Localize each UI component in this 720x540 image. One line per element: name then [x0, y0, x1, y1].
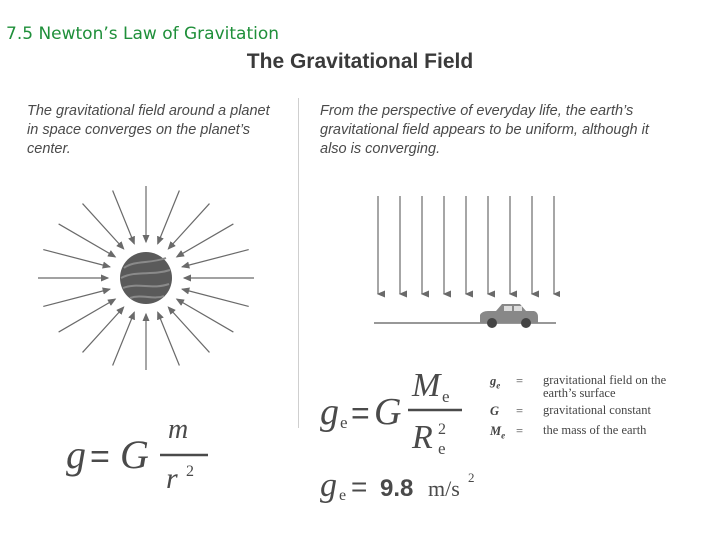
legend-equals: =	[516, 374, 524, 388]
legend-equals: =	[516, 404, 524, 418]
legend-symbol-sub: e	[496, 380, 501, 391]
formula-subscript: e	[339, 487, 347, 504]
field-arrow	[113, 312, 135, 365]
field-arrows	[378, 196, 554, 294]
field-arrow	[177, 224, 234, 257]
legend-row	[490, 404, 690, 424]
formula-G: G	[374, 391, 402, 433]
formula-denominator: R	[412, 419, 433, 456]
formula-numerator: M	[412, 367, 441, 404]
field-arrow	[43, 250, 110, 267]
legend-symbol: g	[490, 374, 497, 388]
field-arrow	[113, 191, 135, 244]
formula-equals: =	[351, 471, 368, 502]
gravity-value: 9.8	[380, 475, 414, 502]
planet-icon	[120, 252, 172, 304]
formula-exponent: 2	[186, 463, 194, 480]
formula-g: g	[66, 432, 86, 477]
formula-denominator-sub: e	[438, 439, 446, 458]
field-arrow	[177, 299, 234, 332]
formula-value	[318, 462, 488, 512]
formula-numerator: m	[168, 414, 189, 445]
formula-earth	[318, 362, 478, 458]
symbol-legend	[490, 374, 690, 444]
formula-numerator-sub: e	[442, 387, 450, 406]
legend-symbol: G	[490, 404, 500, 418]
legend-row	[490, 374, 690, 404]
formula-subscript: e	[340, 413, 348, 432]
formula-equals: =	[90, 438, 110, 476]
left-caption: The gravitational field around a planet in space converges on the planet’s center.	[27, 103, 270, 157]
car-icon	[480, 304, 538, 328]
field-arrow	[182, 250, 249, 267]
uniform-field-diagram	[360, 190, 560, 350]
formula-denominator: r	[166, 462, 178, 495]
field-arrow	[158, 312, 180, 365]
field-arrow	[59, 224, 116, 257]
legend-symbol-sub: e	[501, 430, 506, 441]
legend-text: gravitational constant	[543, 403, 651, 417]
field-arrow	[158, 191, 180, 244]
formula-equals: =	[351, 395, 370, 431]
legend-equals: =	[516, 424, 524, 438]
field-arrow	[59, 299, 116, 332]
slide-heading: The Gravitational Field	[246, 50, 474, 73]
formula-general	[60, 408, 230, 498]
legend-row	[490, 424, 690, 444]
formula-G: G	[120, 432, 149, 477]
slide-title: 7.5 Newton’s Law of Gravitation	[6, 24, 280, 44]
legend-text: gravitational field on the earth’s surface	[543, 373, 667, 400]
legend-text: the mass of the earth	[543, 423, 647, 437]
field-arrow	[43, 289, 110, 306]
formula-g: g	[320, 391, 339, 433]
gravity-unit-exp: 2	[468, 470, 475, 485]
formula-g: g	[320, 467, 337, 504]
right-caption: From the perspective of everyday life, the earth’s gravitational field appears to be uniform, although it also is converging.	[320, 103, 649, 157]
formula-denominator-exp: 2	[438, 421, 446, 438]
legend-symbol: M	[490, 424, 502, 438]
field-arrow	[182, 289, 249, 306]
planet-field-diagram	[0, 160, 300, 400]
gravity-unit: m/s	[428, 476, 460, 501]
